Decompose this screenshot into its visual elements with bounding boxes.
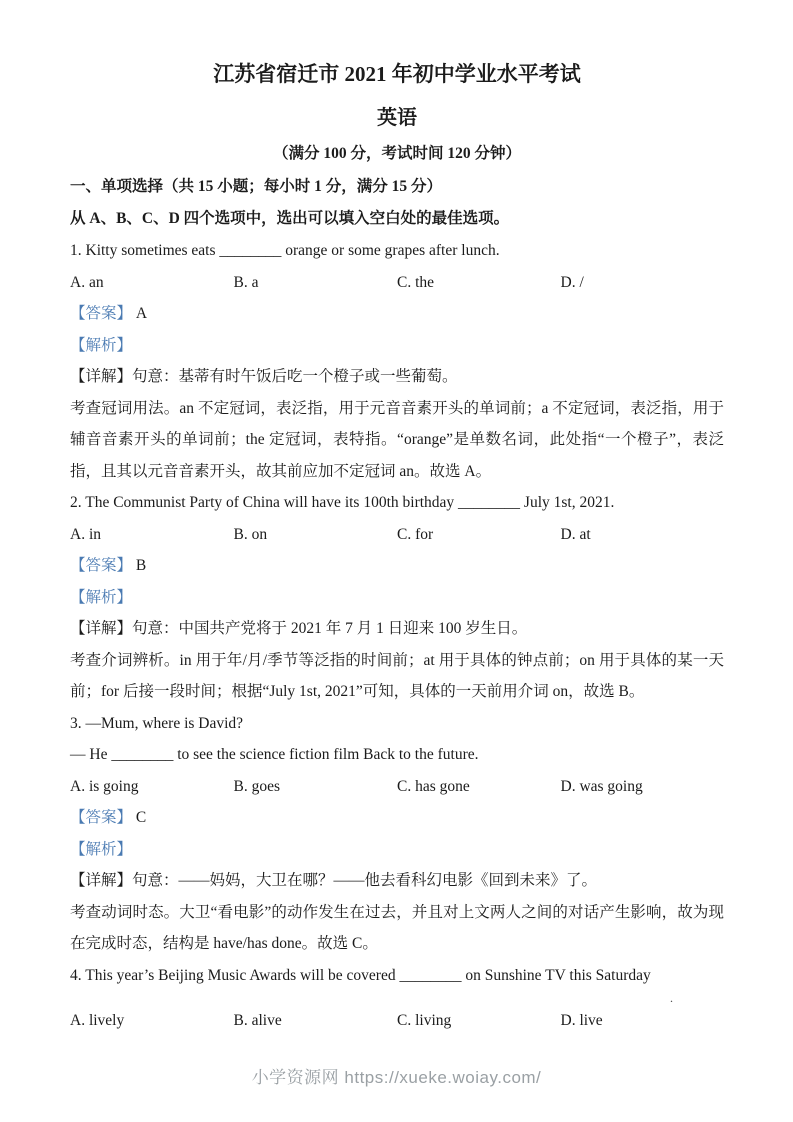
answer-value: B (135, 557, 147, 574)
analysis-line (70, 330, 724, 362)
option-b: B. alive (233, 1012, 282, 1029)
option-c: C. for (397, 525, 434, 543)
analysis-line (70, 582, 724, 614)
option-b: B. goes (233, 777, 280, 795)
exam-info: （满分 100 分，考试时间 120 分钟） (272, 145, 521, 162)
answer-label: 【答案】 (70, 557, 133, 574)
question-stem: 2. The Communist Party of China will have its 100th birthday ________ July 1st, 2021. (70, 494, 615, 511)
detail-paragraph: 【详解】句意：中国共产党将于 2021 年 7 月 1 日迎来 100 岁生日。 (70, 620, 528, 637)
option-c: C. has gone (397, 777, 470, 795)
option-b: B. on (233, 525, 268, 543)
questions-container (70, 235, 724, 1037)
option-a: A. lively (70, 1012, 125, 1029)
detail-paragraph: 考查动词时态。大卫“看电影”的动作发生在过去，并且对上文两人之间的对话产生影响，故为现在完成时态，结构是 have/has done。故选 C。 (70, 903, 724, 952)
question-block-3 (70, 708, 724, 960)
question-stem: 4. This year’s Beijing Music Awards will be covered ________ on Sunshine TV this Saturday (70, 966, 651, 984)
analysis-label: 【解析】 (70, 840, 133, 858)
answer-line (70, 298, 724, 330)
question-stem: 1. Kitty sometimes eats ________ orange or some grapes after lunch. (70, 242, 500, 259)
answer-line (70, 550, 724, 582)
page-title: 江苏省宿迁市 2021 年初中学业水平考试 (213, 62, 581, 86)
question-block-4 (70, 960, 724, 1037)
section-instructions: 从 A、B、C、D 四个选项中，选出可以填入空白处的最佳选项。 (70, 210, 510, 227)
options-row (70, 267, 724, 299)
option-a: A. in (70, 525, 101, 543)
section-heading: 一、单项选择（共 15 小题；每小时 1 分，满分 15 分） (70, 178, 443, 195)
options-row (70, 1005, 724, 1037)
footer-watermark: 小学资源网 https://xueke.woiay.com/ (251, 1068, 542, 1087)
answer-value: A (135, 305, 148, 322)
question-stem: — He ________ to see the science fiction film Back to the future. (70, 746, 479, 763)
answer-label: 【答案】 (70, 809, 133, 826)
detail-paragraph: 考查冠词用法。an 不定冠词，表泛指，用于元音音素开头的单词前；a 不定冠词，表泛指，用于辅音音素开头的单词前；the 定冠词，表特指。“orange”是单数名词，此处指“一个橙子”，表泛指，且其以元音音素开头，故其前应加不定冠词 an。故选 A。 (70, 399, 724, 480)
options-row (70, 771, 724, 803)
analysis-line (70, 834, 724, 866)
option-a: A. an (70, 273, 104, 291)
question-block-2 (70, 487, 724, 708)
detail-paragraph: 【详解】句意：——妈妈，大卫在哪？——他去看科幻电影《回到未来》了。 (70, 872, 598, 889)
answer-value: C (135, 809, 147, 826)
option-d: D. at (560, 525, 591, 543)
detail-paragraph: 【详解】句意：基蒂有时午饭后吃一个橙子或一些葡萄。 (70, 368, 458, 385)
analysis-label: 【解析】 (70, 588, 133, 606)
answer-label: 【答案】 (70, 305, 133, 322)
option-c: C. the (397, 273, 435, 291)
option-d: D. / (560, 273, 584, 291)
detail-paragraph: 考查介词辨析。in 用于年/月/季节等泛指的时间前；at 用于具体的钟点前；on 用于具体的某一天前；for 后接一段时间；根据“July 1st, 2021”可知，具体的一天前用介词 on，故选 B。 (70, 651, 724, 700)
stem-note: . (670, 991, 673, 1005)
answer-line (70, 802, 724, 834)
subject-title: 英语 (377, 107, 417, 129)
option-d: D. live (560, 1012, 603, 1029)
option-b: B. a (233, 273, 259, 291)
options-row (70, 519, 724, 551)
question-block-1 (70, 235, 724, 487)
analysis-label: 【解析】 (70, 336, 133, 354)
question-stem: 3. —Mum, where is David? (70, 714, 244, 732)
option-d: D. was going (560, 777, 643, 795)
option-c: C. living (397, 1012, 452, 1029)
option-a: A. is going (70, 777, 139, 795)
